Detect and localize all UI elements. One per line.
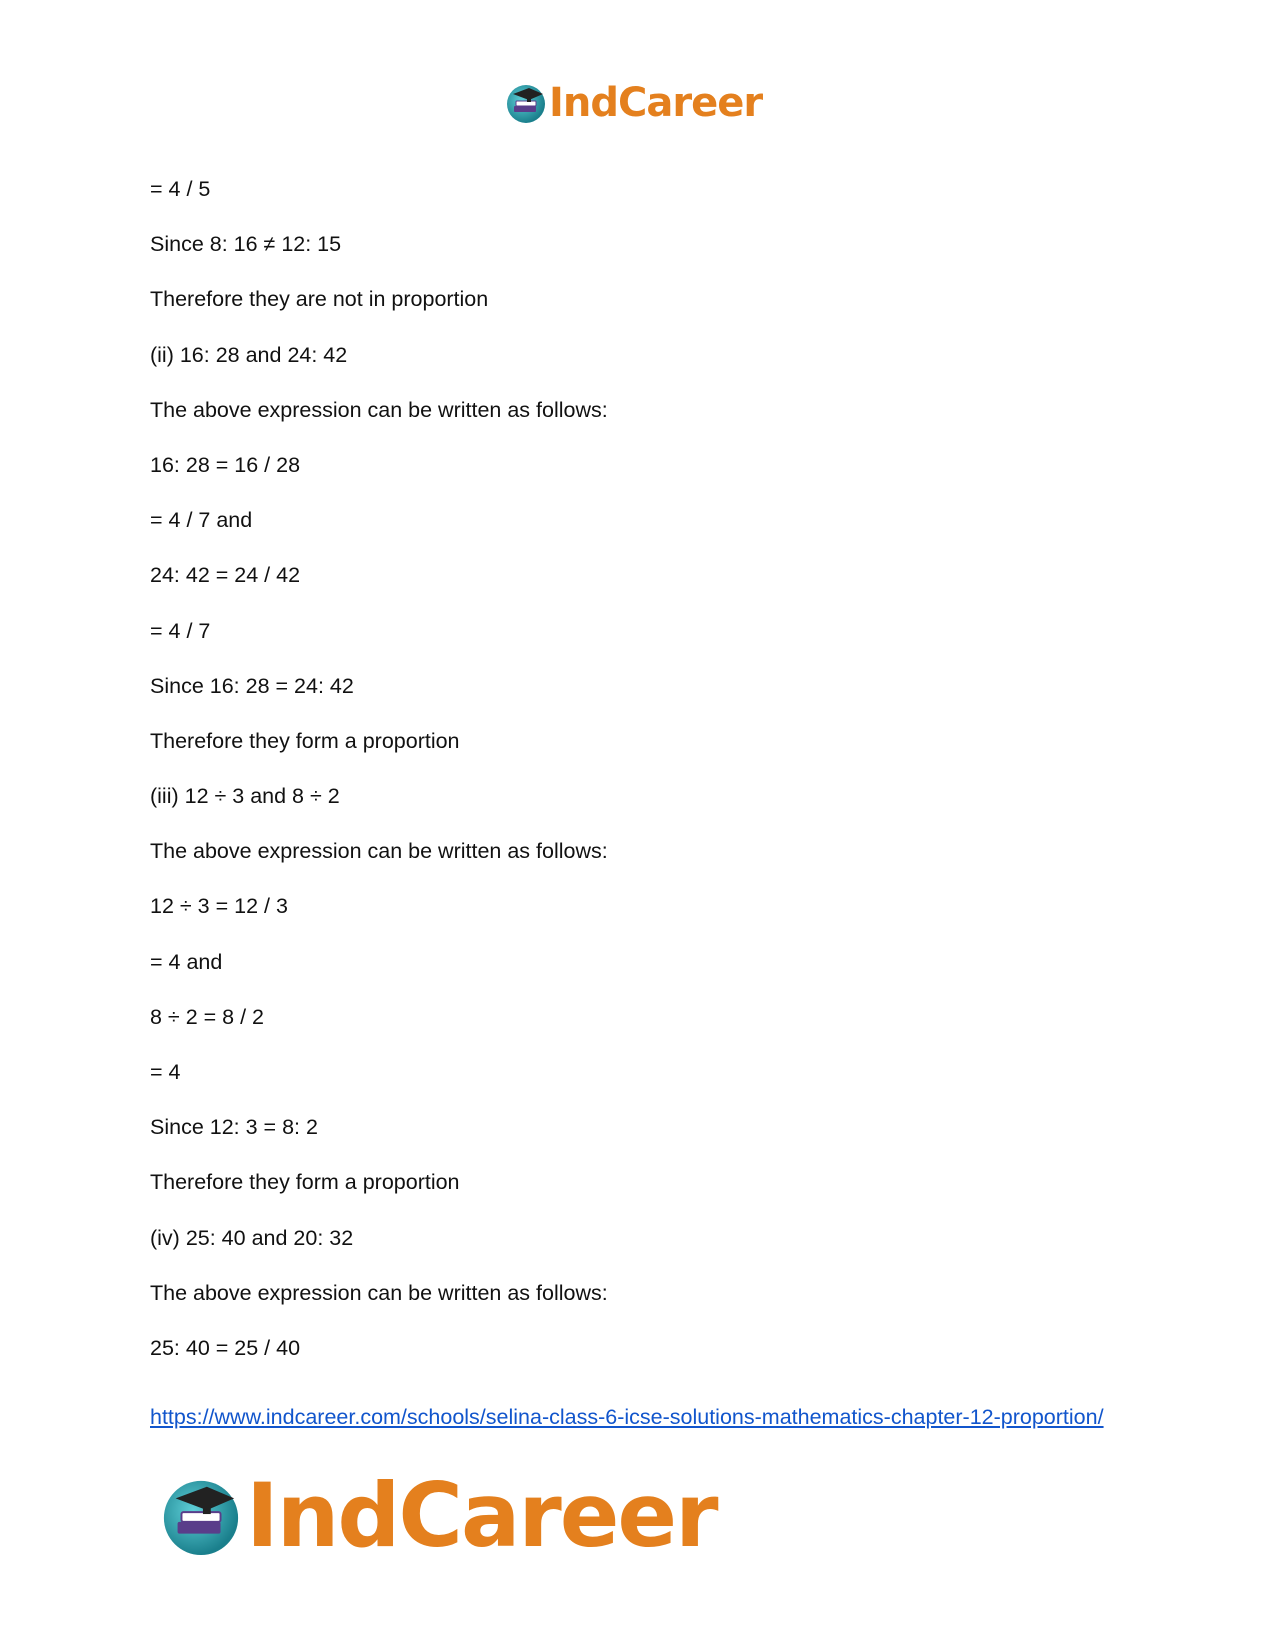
text-line: Since 8: 16 ≠ 12: 15 [150, 232, 342, 257]
text-line: Therefore they are not in proportion [150, 287, 489, 312]
text-line: Therefore they form a proportion [150, 728, 460, 753]
footer-logo [160, 1466, 717, 1566]
logo-wordmark: IndCareer [549, 80, 763, 126]
header-logo [505, 78, 762, 128]
logo-wordmark: IndCareer [246, 1464, 717, 1567]
text-line: 8 ÷ 2 = 8 / 2 [150, 1004, 264, 1029]
text-line: 24: 42 = 24 / 42 [150, 563, 301, 588]
text-line: (iii) 12 ÷ 3 and 8 ÷ 2 [150, 784, 340, 809]
text-line: Since 16: 28 = 24: 42 [150, 673, 354, 698]
text-line: = 4 / 5 [150, 177, 211, 201]
text-line: 16: 28 = 16 / 28 [150, 452, 301, 477]
text-line: (iv) 25: 40 and 20: 32 [150, 1225, 354, 1250]
text-line: = 4 / 7 [150, 618, 211, 643]
text-line: The above expression can be written as follows: [150, 1280, 608, 1305]
text-line: (ii) 16: 28 and 24: 42 [150, 342, 348, 367]
text-line: = 4 and [150, 949, 223, 974]
text-line: = 4 / 7 and [150, 508, 253, 533]
source-link[interactable]: https://www.indcareer.com/schools/selina-class-6-icse-solutions-mathematics-chapter-12-proportion/ [150, 1405, 1104, 1429]
graduation-cap-books-icon [505, 82, 547, 124]
text-line: The above expression can be written as follows: [150, 839, 608, 864]
graduation-cap-books-icon [160, 1475, 242, 1557]
text-line: The above expression can be written as follows: [150, 397, 608, 422]
text-line: Therefore they form a proportion [150, 1170, 460, 1195]
solution-text [150, 176, 1130, 1390]
text-line: = 4 [150, 1060, 181, 1084]
text-line: Since 12: 3 = 8: 2 [150, 1115, 318, 1140]
text-line: 12 ÷ 3 = 12 / 3 [150, 894, 288, 919]
text-line: 25: 40 = 25 / 40 [150, 1335, 301, 1360]
